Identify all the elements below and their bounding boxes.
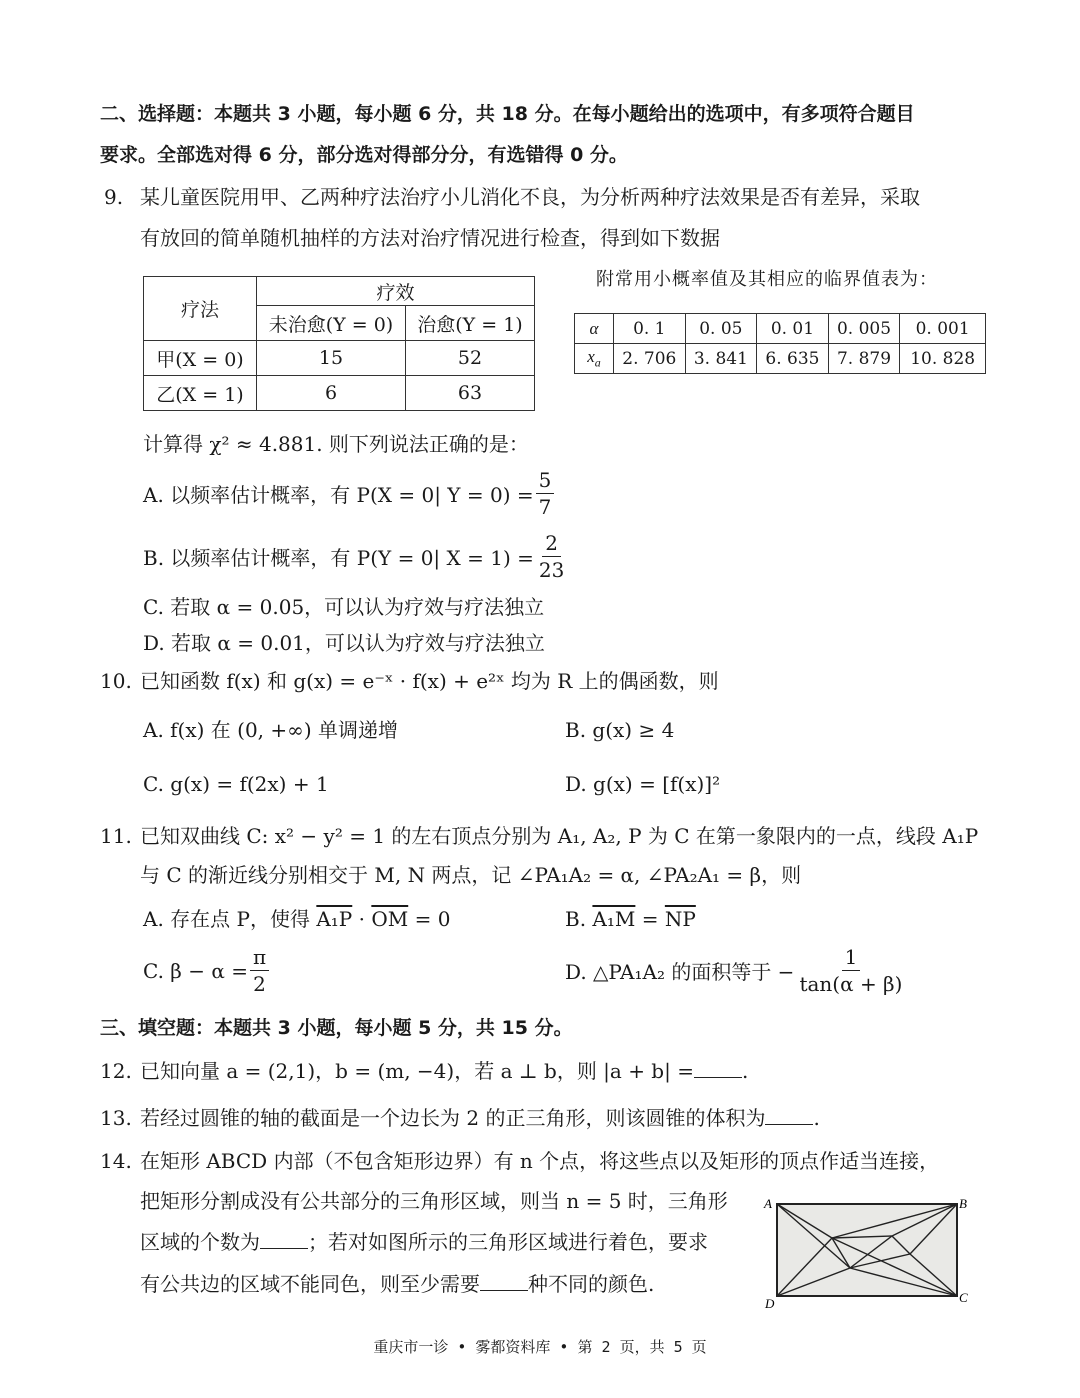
critical-value-table [574,313,986,374]
denominator: 2 [253,972,266,996]
q9-option-c: C. 若取 α = 0.05，可以认为疗效与疗法独立 [143,595,545,619]
vertex-label-a: A [764,1196,772,1211]
numerator: 2 [542,530,561,557]
q14-stem-line1: 在矩形 ABCD 内部（不包含矩形边界）有 n 个点，将这些点以及矩形的顶点作适当连接， [140,1149,940,1173]
q10-number: 10. [100,669,132,693]
q14-stem-line4 [140,1270,654,1298]
q12-stem [140,1057,748,1085]
answer-blank [260,1228,308,1249]
table-header-method: 疗法 [144,277,257,341]
dot-operator: · [352,907,372,931]
q12-text: 已知向量 a = (2,1)，b = (m, −4)，若 a ⊥ b，则 |a + b| = [140,1059,694,1083]
option-text-end: = 0 [408,907,451,931]
option-text: C. β − α = [143,958,248,983]
q14-text: 区域的个数为 [140,1230,260,1254]
q11-option-d [565,944,907,997]
answer-blank [694,1057,742,1078]
q9-stem-line1: 某儿童医院用甲、乙两种疗法治疗小儿消化不良，为分析两种疗法效果是否有差异，采取 [140,185,920,209]
q9-data-table [143,276,535,411]
x-cell: 10. 828 [900,344,986,374]
x-cell: 3. 841 [685,344,757,374]
q11-option-a [143,905,450,933]
q14-number: 14. [100,1149,132,1173]
q13-stem [140,1104,820,1132]
q9-number: 9. [104,185,124,209]
q14-text: 有公共边的区域不能同色，则至少需要 [140,1272,480,1296]
q11-option-b [565,905,696,933]
table-cell: 52 [406,341,535,376]
denominator: 7 [538,495,552,519]
alpha-cell: 0. 001 [900,314,986,344]
vector-a1m: A₁M [592,907,636,931]
q11-option-c [143,944,271,997]
q9-option-d: D. 若取 α = 0.01，可以认为疗效与疗法独立 [143,631,545,655]
vector-np: $\overline{NP}$ [664,907,696,931]
q12-end: . [741,1059,749,1083]
vertex-label-b: B [959,1196,967,1211]
q10-option-b: B. g(x) ≥ 4 [565,718,675,742]
vertex-label-c: C [959,1290,968,1305]
q10-stem: 已知函数 f(x) 和 g(x) = e⁻ˣ · f(x) + e²ˣ 均为 R 上的偶函数，则 [140,669,719,693]
table-cell-label: 甲(X = 0) [144,341,257,376]
alpha-cell: 0. 005 [828,314,900,344]
table-cell: 6 [257,376,406,411]
option-text: B. [565,907,593,931]
numerator: 1 [842,944,861,971]
fraction [536,467,555,520]
page-footer: 重庆市一诊 • 雾都资料库 • 第 2 页，共 5 页 [373,1338,707,1356]
section-2-heading-line2: 要求。全部选对得 6 分，部分选对得部分分，有选错得 0 分。 [100,144,628,166]
q12-number: 12. [100,1059,132,1083]
answer-blank [765,1104,813,1125]
x-subscript: a [594,355,601,370]
option-text: A. 以频率估计概率，有 P(X = 0| Y = 0) = [143,483,534,507]
answer-blank [480,1270,528,1291]
fraction [536,530,567,583]
q10-option-a: A. f(x) 在 (0, +∞) 单调递增 [143,718,398,742]
q14-stem-line2: 把矩形分割成没有公共部分的三角形区域，则当 n = 5 时，三角形 [140,1189,728,1213]
vector-a1p: A₁P [316,907,353,931]
table-cell-label: 乙(X = 1) [144,376,257,411]
q14-text: ；若对如图所示的三角形区域进行着色，要求 [308,1230,708,1254]
q9-option-a [143,467,556,520]
q9-option-b [143,530,569,583]
alpha-cell: 0. 01 [757,314,829,344]
q14-stem-line3 [140,1228,708,1256]
q10-option-c: C. g(x) = f(2x) + 1 [143,772,329,796]
q13-end: . [813,1106,820,1130]
vertex-label-d: D [765,1296,775,1311]
q10-option-d: D. g(x) = [f(x)]² [565,772,721,796]
alpha-cell: 0. 05 [685,314,757,344]
table-header-cured: 治愈(Y = 1) [406,306,535,341]
table-cell: 63 [406,376,535,411]
table-row [144,341,535,376]
vector-om: $\overline{OM}$ [371,907,409,931]
q11-stem-line2: 与 C 的渐近线分别相交于 M, N 两点，记 ∠PA₁A₂ = α, ∠PA₂A₁ = β，则 [140,863,802,887]
alpha-header: α [575,314,614,344]
equals: = [635,907,665,931]
option-text: B. 以频率估计概率，有 P(Y = 0| X = 1) = [143,546,534,570]
q9-stem-line2: 有放回的简单随机抽样的方法对治疗情况进行检查，得到如下数据 [140,226,720,250]
triangulated-rectangle-figure [760,1190,976,1312]
section-3-heading: 三、填空题：本题共 3 小题，每小题 5 分，共 15 分。 [100,1017,573,1039]
critical-table-title: 附常用小概率值及其相应的临界值表为： [596,269,938,290]
alpha-cell: 0. 1 [614,314,686,344]
fraction [796,944,905,997]
section-2-heading-line1: 二、选择题：本题共 3 小题，每小题 6 分，共 18 分。在每小题给出的选项中，有多项符合题目 [100,103,915,125]
x-cell: 7. 879 [828,344,900,374]
q9-calc-line: 计算得 χ² ≈ 4.881. 则下列说法正确的是： [143,432,529,456]
numerator: π [250,944,269,971]
q11-stem-line1: 已知双曲线 C: x² − y² = 1 的左右顶点分别为 A₁, A₂, P 为 C 在第一象限内的一点，线段 A₁P [140,824,979,848]
table-cell: 15 [257,341,406,376]
denominator: 23 [538,558,565,582]
numerator: 5 [536,467,555,494]
table-header-uncured: 未治愈(Y = 0) [257,306,406,341]
denominator: tan(α + β) [799,972,903,996]
x-cell: 2. 706 [614,344,686,374]
table-row [144,376,535,411]
q13-number: 13. [100,1106,132,1130]
x-cell: 6. 635 [757,344,829,374]
q13-text: 若经过圆锥的轴的截面是一个边长为 2 的正三角形，则该圆锥的体积为 [140,1106,766,1130]
fraction [250,944,269,997]
option-text: D. △PA₁A₂ 的面积等于 − [565,960,795,984]
x-header [575,344,614,374]
q11-number: 11. [100,824,132,848]
q14-text: 种不同的颜色. [528,1272,655,1296]
option-text: A. 存在点 P，使得 [143,907,317,931]
x-symbol: x [587,346,595,366]
table-header-effect: 疗效 [257,277,535,306]
